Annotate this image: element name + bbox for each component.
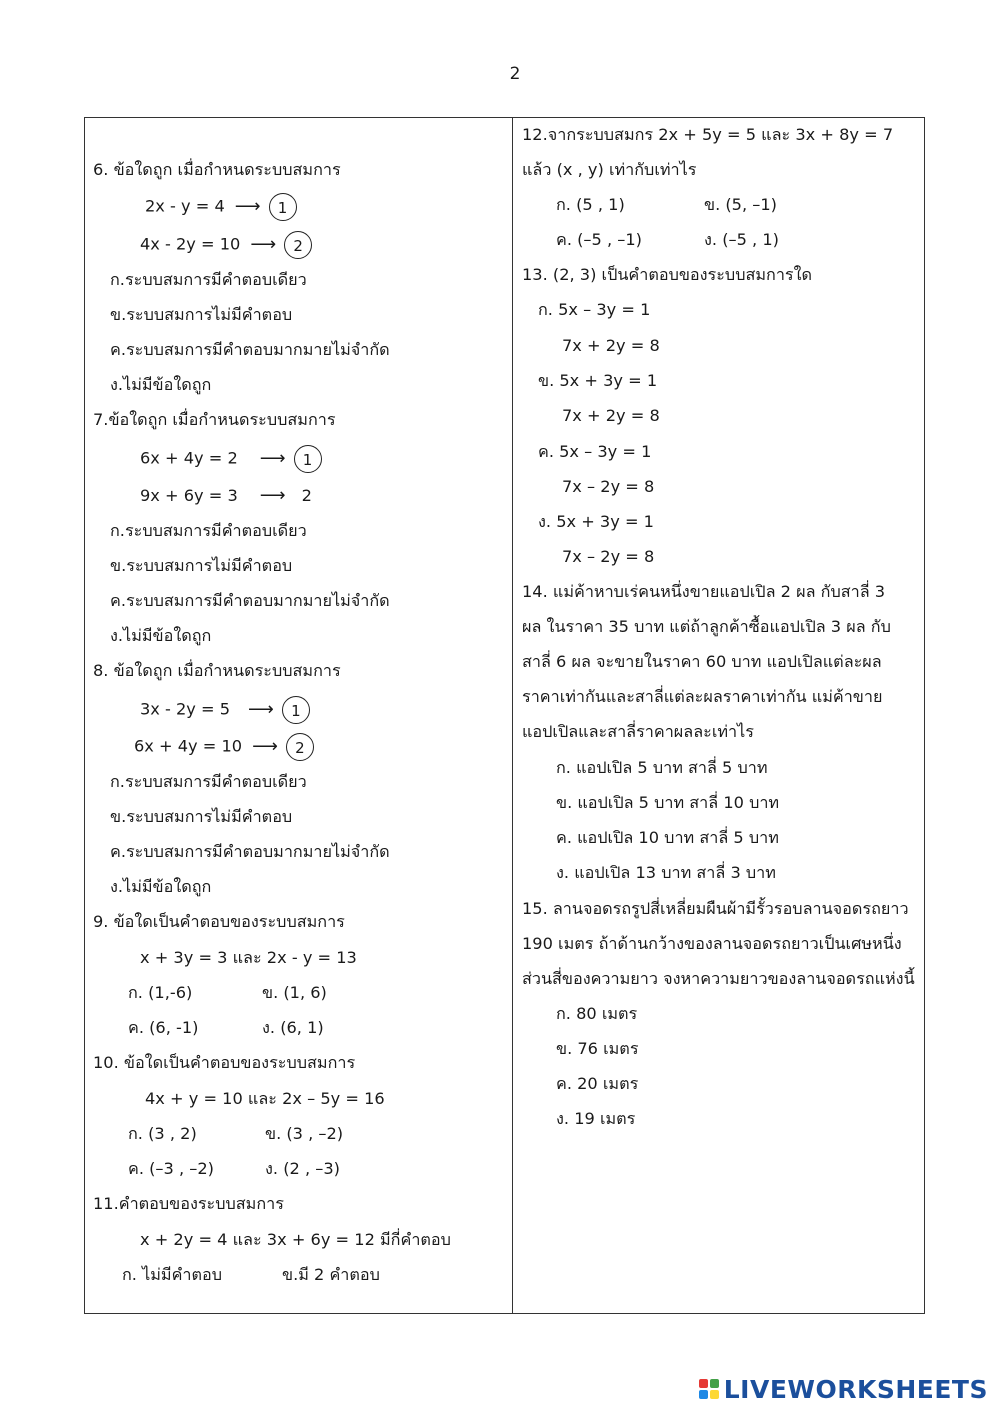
q13-option-c-line-2: 7x – 2y = 8 [562,477,655,496]
q10-option-d[interactable]: ง. (2 , –3) [265,1159,340,1178]
q6-eq1-text: 2x - y = 4 [145,196,225,216]
q6-option-c[interactable]: ค.ระบบสมการมีคำตอบมากมายไม่จำกัด [110,340,390,359]
logo-square-blue [699,1390,708,1399]
q15-option-a[interactable]: ก. 80 เมตร [556,1004,638,1023]
logo-square-red [699,1379,708,1388]
q12-option-b[interactable]: ข. (5, –1) [704,195,777,214]
q10-title: 10. ข้อใดเป็นคำตอบของระบบสมการ [93,1053,356,1072]
q7-title: 7.ข้อใดถูก เมื่อกำหนดระบบสมการ [93,410,336,429]
q8-option-c[interactable]: ค.ระบบสมการมีคำตอบมากมายไม่จำกัด [110,842,390,861]
logo-square-green [710,1379,719,1388]
q14-text-line-4: ราคาเท่ากันและสาลี่แต่ละผลราคาเท่ากัน แม่ค้าขาย [522,687,883,706]
q13-option-d-line-2: 7x – 2y = 8 [562,547,655,566]
right-arrow-icon: ⟶ [250,233,277,255]
q8-equation-2 [134,733,314,761]
q10-equation: 4x + y = 10 และ 2x – 5y = 16 [145,1089,385,1108]
q7-equation-1 [140,445,322,473]
q7-eq2-tag: 2 [301,486,312,505]
q6-eq2-text: 4x - 2y = 10 [140,234,241,254]
q6-option-d[interactable]: ง.ไม่มีข้อใดถูก [110,375,212,394]
q13-option-b-line-2: 7x + 2y = 8 [562,406,660,425]
column-divider [512,117,513,1314]
q7-eq2-text: 9x + 6y = 3 [140,486,238,505]
q9-equation: x + 3y = 3 และ 2x - y = 13 [140,948,357,967]
q15-option-c[interactable]: ค. 20 เมตร [556,1074,639,1093]
logo-mark-icon [699,1379,719,1399]
q8-eq2-text: 6x + 4y = 10 [134,736,243,756]
q13-option-a-line-2: 7x + 2y = 8 [562,336,660,355]
q7-option-c[interactable]: ค.ระบบสมการมีคำตอบมากมายไม่จำกัด [110,591,390,610]
q6-eq1-tag: 1 [269,193,297,221]
q8-option-d[interactable]: ง.ไม่มีข้อใดถูก [110,877,212,896]
page-number: 2 [509,64,521,84]
q12-title-line-2: แล้ว (x , y) เท่ากับเท่าไร [522,160,697,179]
q8-equation-1 [140,696,310,724]
q14-text-line-3: สาลี่ 6 ผล จะขายในราคา 60 บาท แอปเปิลแต่ละผล [522,652,882,671]
q12-title-line-1: 12.จากระบบสมกร 2x + 5y = 5 และ 3x + 8y = 7 [522,125,894,144]
q9-title: 9. ข้อใดเป็นคำตอบของระบบสมการ [93,912,345,931]
logo-text: LIVEWORKSHEETS [723,1374,988,1404]
q10-option-b[interactable]: ข. (3 , –2) [265,1124,344,1143]
q6-equation-2 [140,231,312,259]
q14-text-line-1: 14. แม่ค้าหาบเร่คนหนึ่งขายแอปเปิล 2 ผล กับสาลี่ 3 [522,582,886,601]
q11-option-a[interactable]: ก. ไม่มีคำตอบ [122,1265,223,1284]
q9-option-b[interactable]: ข. (1, 6) [262,983,327,1002]
q7-option-d[interactable]: ง.ไม่มีข้อใดถูก [110,626,212,645]
q15-text-line-3: ส่วนสี่ของความยาว จงหาความยาวของลานจอดรถแห่งนี้ [522,969,915,988]
q6-equation-1 [145,193,297,221]
q14-option-d[interactable]: ง. แอปเปิล 13 บาท สาลี่ 3 บาท [556,863,776,882]
q7-option-b[interactable]: ข.ระบบสมการไม่มีคำตอบ [110,556,293,575]
q12-option-d[interactable]: ง. (–5 , 1) [704,230,779,249]
q14-option-b[interactable]: ข. แอปเปิล 5 บาท สาลี่ 10 บาท [556,793,780,812]
q7-equation-2 [140,485,312,507]
q6-eq2-tag: 2 [284,231,312,259]
q12-option-c[interactable]: ค. (–5 , –1) [556,230,642,249]
q8-title: 8. ข้อใดถูก เมื่อกำหนดระบบสมการ [93,661,341,680]
q13-title: 13. (2, 3) เป็นคำตอบของระบบสมการใด [522,265,813,284]
q6-title: 6. ข้อใดถูก เมื่อกำหนดระบบสมการ [93,160,341,179]
q14-text-line-2: ผล ในราคา 35 บาท แต่ถ้าลูกค้าซื้อแอปเปิล 3 ผล กับ [522,617,891,636]
right-arrow-icon: ⟶ [259,447,286,469]
q8-eq1-text: 3x - 2y = 5 [140,699,231,719]
right-arrow-icon: ⟶ [234,195,261,217]
q9-option-c[interactable]: ค. (6, -1) [128,1018,199,1037]
q14-option-a[interactable]: ก. แอปเปิล 5 บาท สาลี่ 5 บาท [556,758,768,777]
right-arrow-icon: ⟶ [252,735,278,757]
q11-option-b[interactable]: ข.มี 2 คำตอบ [282,1265,380,1284]
q7-eq1-tag: 1 [294,445,322,473]
q14-text-line-5: แอปเปิลและสาลี่ราคาผลละเท่าไร [522,722,754,741]
q13-option-c-line-1[interactable]: ค. 5x – 3y = 1 [538,442,652,461]
q9-option-d[interactable]: ง. (6, 1) [262,1018,324,1037]
q6-option-b[interactable]: ข.ระบบสมการไม่มีคำตอบ [110,305,293,324]
q15-option-b[interactable]: ข. 76 เมตร [556,1039,639,1058]
q15-text-line-1: 15. ลานจอดรถรูปสี่เหลี่ยมผืนผ้ามีรั้วรอบลานจอดรถยาว [522,899,909,918]
q13-option-a-line-1[interactable]: ก. 5x – 3y = 1 [538,300,651,319]
q7-option-a[interactable]: ก.ระบบสมการมีคำตอบเดียว [110,521,307,540]
q6-option-a[interactable]: ก.ระบบสมการมีคำตอบเดียว [110,270,307,289]
q12-option-a[interactable]: ก. (5 , 1) [556,195,625,214]
q7-eq1-text: 6x + 4y = 2 [140,448,238,468]
q11-equation: x + 2y = 4 และ 3x + 6y = 12 มีกี่คำตอบ [140,1230,451,1249]
liveworksheets-logo[interactable] [699,1374,988,1404]
right-arrow-icon: ⟶ [259,485,286,506]
q15-text-line-2: 190 เมตร ถ้าด้านกว้างของลานจอดรถยาวเป็นเศษหนึ่ง [522,934,902,953]
q10-option-a[interactable]: ก. (3 , 2) [128,1124,197,1143]
q15-option-d[interactable]: ง. 19 เมตร [556,1109,636,1128]
q8-option-b[interactable]: ข.ระบบสมการไม่มีคำตอบ [110,807,293,826]
q14-option-c[interactable]: ค. แอปเปิล 10 บาท สาลี่ 5 บาท [556,828,779,847]
logo-square-yellow [710,1390,719,1399]
q8-option-a[interactable]: ก.ระบบสมการมีคำตอบเดียว [110,772,307,791]
q13-option-d-line-1[interactable]: ง. 5x + 3y = 1 [538,512,654,531]
q8-eq1-tag: 1 [282,696,310,724]
q10-option-c[interactable]: ค. (–3 , –2) [128,1159,214,1178]
right-arrow-icon: ⟶ [248,698,274,720]
q11-title: 11.คำตอบของระบบสมการ [93,1194,284,1213]
q9-option-a[interactable]: ก. (1,-6) [128,983,193,1002]
q8-eq2-tag: 2 [286,733,314,761]
q13-option-b-line-1[interactable]: ข. 5x + 3y = 1 [538,371,658,390]
